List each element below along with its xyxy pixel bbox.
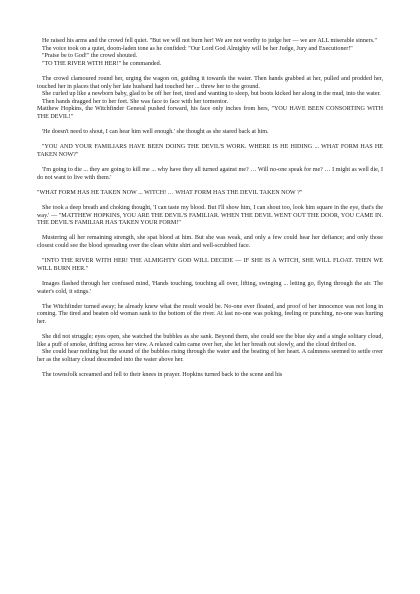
paragraph: The townsfolk screamed and fell to their knees in prayer. Hopkins turned back to the scene and his	[42, 372, 283, 379]
paragraph: He raised his arms and the crowd fell quiet. "But we will not burn her! We are not worthy to judge her — we are ALL miserable sinners."	[42, 38, 377, 44]
paragraph: She curled up like a newborn baby, glad to be off her feet, tired and wanting to sleep, but boots kicked her along in the mud, into the water.	[42, 91, 381, 98]
paragraph: Images flashed through her confused mind, 'Hands touching, touching all over, lifting, swinging ... letting go, flying through the air. The water's cold, it stings.'	[37, 281, 383, 295]
paragraph: Mustering all her remaining strength, she spat blood at him. But she was weak, and only a few could hear her defiance; and only those closest could see the blood spreading over the clean white shirt and well-scrubbed face.	[37, 235, 383, 250]
paragraph: She did not struggle; eyes open, she watched the bubbles as she sank. Beyond them, she could see the blue sky and a single solitary cloud, like a puff of smoke, drifting across her view. A relaxed calm came over her, she let her breath out slowly, and the cloud drifted on.	[37, 334, 383, 348]
paragraph: "YOU AND YOUR FAMILIARS HAVE BEEN DOING THE DEVIL'S WORK. WHERE IS HE HIDING ... WHAT FORM HAS HE TAKEN NOW?"	[37, 144, 383, 158]
paragraph: Matthew Hopkins, the Witchfinder General pushed forward, his face only inches from hers, "YOU HAVE BEEN CONSORTING WITH THE DEVIL!"	[37, 106, 383, 120]
paragraph: "TO THE RIVER WITH HER!" he commanded.	[42, 60, 162, 67]
paragraph: She could hear nothing but the sound of the bubbles rising through the water and the beating of her heart. A calmness seemed to settle over her as the solitary cloud descended into the water above her.	[37, 349, 383, 363]
paragraph: Then hands dragged her to her feet. She was face to face with her tormentor.	[42, 98, 229, 105]
paragraph: "Praise be to God!" the crowd shouted.	[42, 53, 138, 60]
paragraph: She took a deep breath and choking thought, 'I can taste my blood. But I'll show him, I can shout too, look him square in the eye, that's the way.' — "MATTHEW HOPKINS, YOU ARE THE DEVIL'S FAMILIAR. WHEN THE DEVIL WENT OUT THE DOOR, YOU CAME IN. THE DEVIL'S FAMILIAR HAS TAKEN YOUR FORM!"	[37, 205, 383, 227]
paragraph: 'He doesn't need to shout, I can hear him well enough.' she thought as she stared back at him.	[42, 129, 269, 136]
paragraph: The voice took on a quiet, doom-laden tone as he confided: "Our Lord God Almighty will be her Judge, Jury and Executioner!"	[42, 45, 353, 52]
paragraph: "INTO THE RIVER WITH HER! THE ALMIGHTY GOD WILL DECIDE — IF SHE IS A WITCH, SHE WILL FLOAT. THEN WE WILL BURN HER."	[37, 258, 383, 272]
paragraph: 'I'm going to die ... they are going to kill me ... why have they all turned against me? … Will no-one speak for me? … I might as well die, I do not want to live with them.'	[37, 167, 383, 181]
paragraph: The crowd clamoured round her, urging the wagon on, guiding it towards the water. Then hands grabbed at her, pulled and prodded her, touched her in places that only her late husband had touched her ... threw her to the ground.	[37, 75, 383, 90]
paragraph: The Witchfinder turned away; he already knew what the result would be. No-one ever floated, and proof of her innocence was not long in coming. The tired and beaten old woman sank to the bottom of the river. At last no-one was poking, feeling or punching, no-one was hurting her.	[37, 303, 383, 325]
paragraph: "WHAT FORM HAS HE TAKEN NOW ... WITCH! … WHAT FORM HAS THE DEVIL TAKEN NOW ?"	[37, 189, 303, 196]
